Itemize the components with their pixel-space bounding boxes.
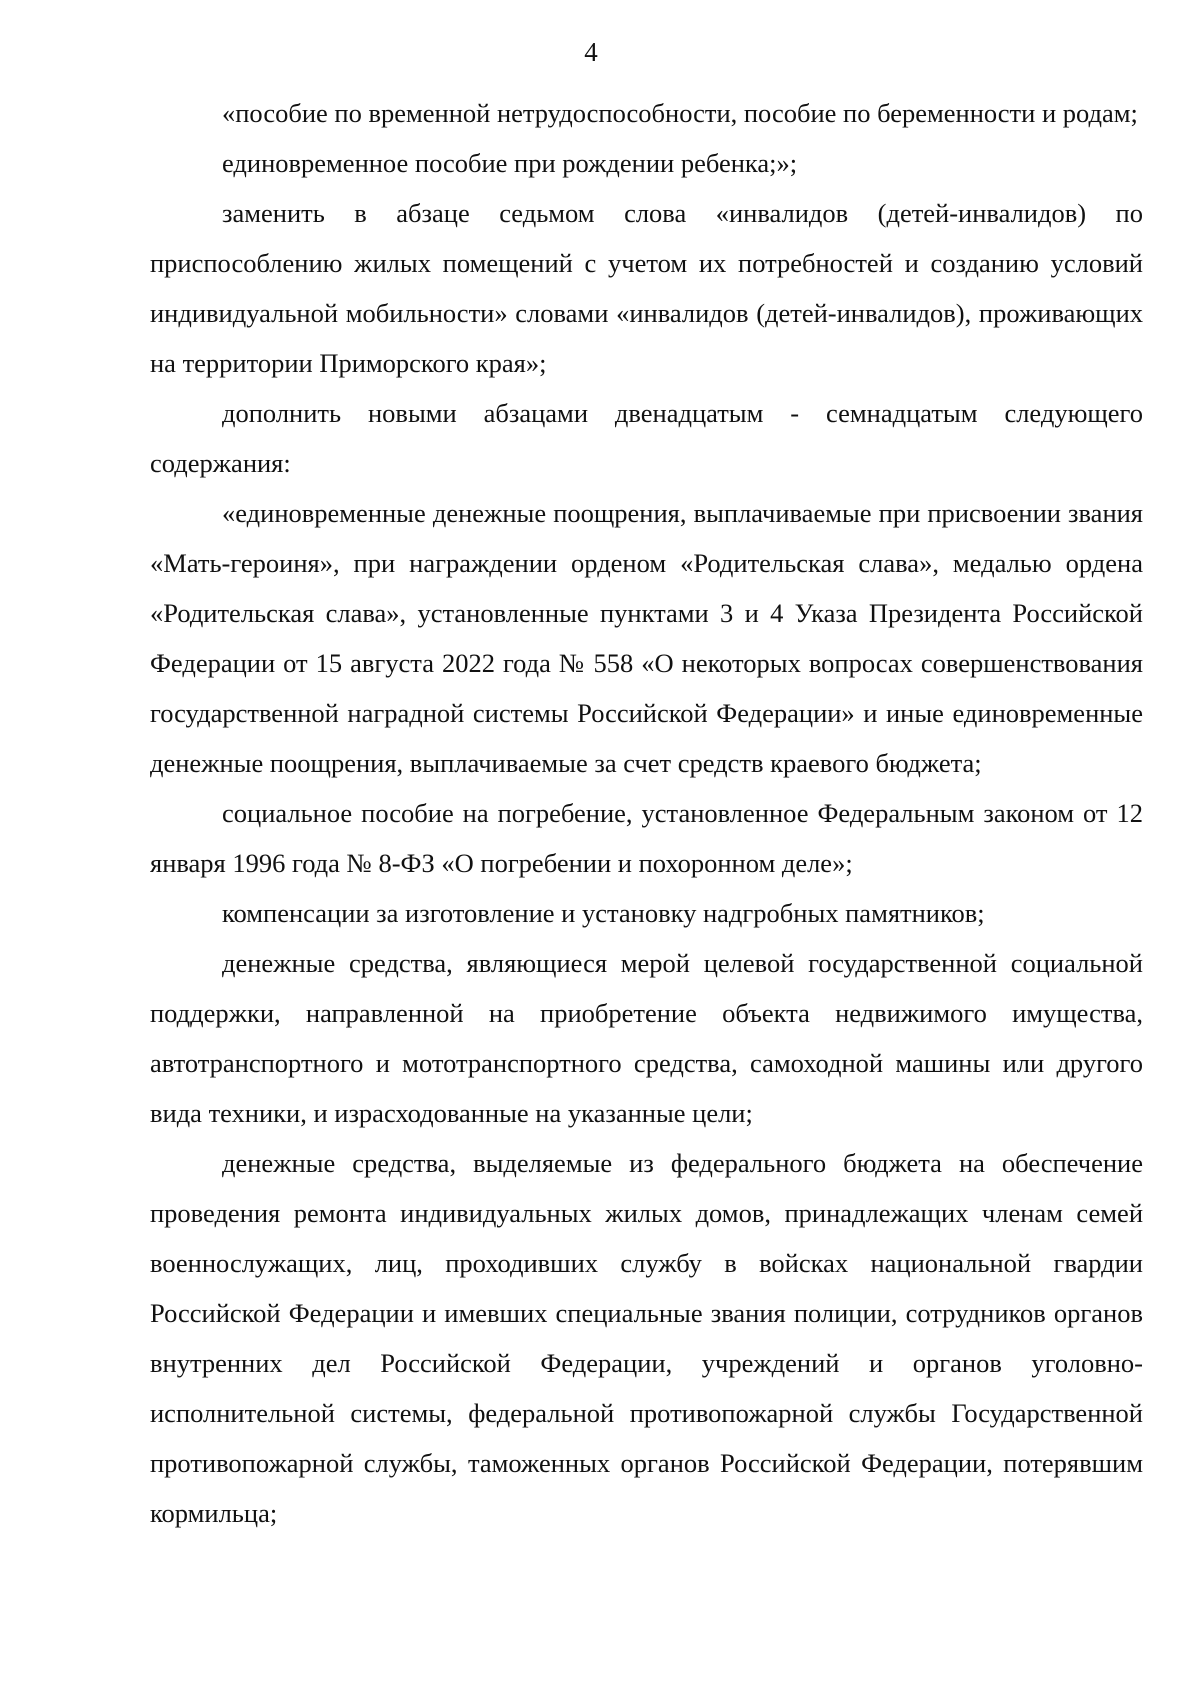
paragraph-targeted-support-funds: денежные средства, являющиеся мерой целевой государственной социальной поддержки, направленной на приобретение объекта недвижимого имущества, автотранспортного и мототранспортного средства, самоходной машины или другого вида техники, и израсходованные на указанные цели; — [150, 948, 1143, 1128]
page-number: 4 — [584, 37, 598, 67]
paragraph-replace-words: заменить в абзаце седьмом слова «инвалидов (детей-инвалидов) по приспособлению жилых помещений с учетом их потребностей и созданию условий индивидуальной мобильности» словами «инвалидов (детей-инвалидов), проживающих на территории Приморского края»; — [150, 198, 1143, 378]
document-body — [150, 88, 1143, 1538]
paragraph-birth-allowance: единовременное пособие при рождении ребенка;»; — [222, 148, 798, 178]
paragraph-add-new-paragraphs: дополнить новыми абзацами двенадцатым - семнадцатым следующего содержания: — [150, 398, 1143, 478]
paragraph-burial-allowance: социальное пособие на погребение, установленное Федеральным законом от 12 января 1996 года № 8-ФЗ «О погребении и похоронном деле»; — [150, 798, 1143, 878]
paragraph-allowance-types: «пособие по временной нетрудоспособности, пособие по беременности и родам; — [222, 98, 1138, 128]
paragraph-monument-compensation: компенсации за изготовление и установку надгробных памятников; — [222, 898, 985, 928]
paragraph-housing-repair-funds: денежные средства, выделяемые из федерального бюджета на обеспечение проведения ремонта индивидуальных жилых домов, принадлежащих членам семей военнослужащих, лиц, проходивших службу в войсках национальной гвардии Российской Федерации и имевших специальные звания полиции, сотрудников органов внутренних дел Российской Федерации, учреждений и органов уголовно-исполнительной системы, федеральной противопожарной службы Государственной противопожарной службы, таможенных органов Российской Федерации, потерявшим кормильца; — [150, 1148, 1143, 1528]
paragraph-monetary-rewards: «единовременные денежные поощрения, выплачиваемые при присвоении звания «Мать-героиня», при награждении орденом «Родительская слава», медалью ордена «Родительская слава», установленные пунктами 3 и 4 Указа Президента Российской Федерации от 15 августа 2022 года № 558 «О некоторых вопросах совершенствования государственной наградной системы Российской Федерации» и иные единовременные денежные поощрения, выплачиваемые за счет средств краевого бюджета; — [150, 498, 1143, 778]
